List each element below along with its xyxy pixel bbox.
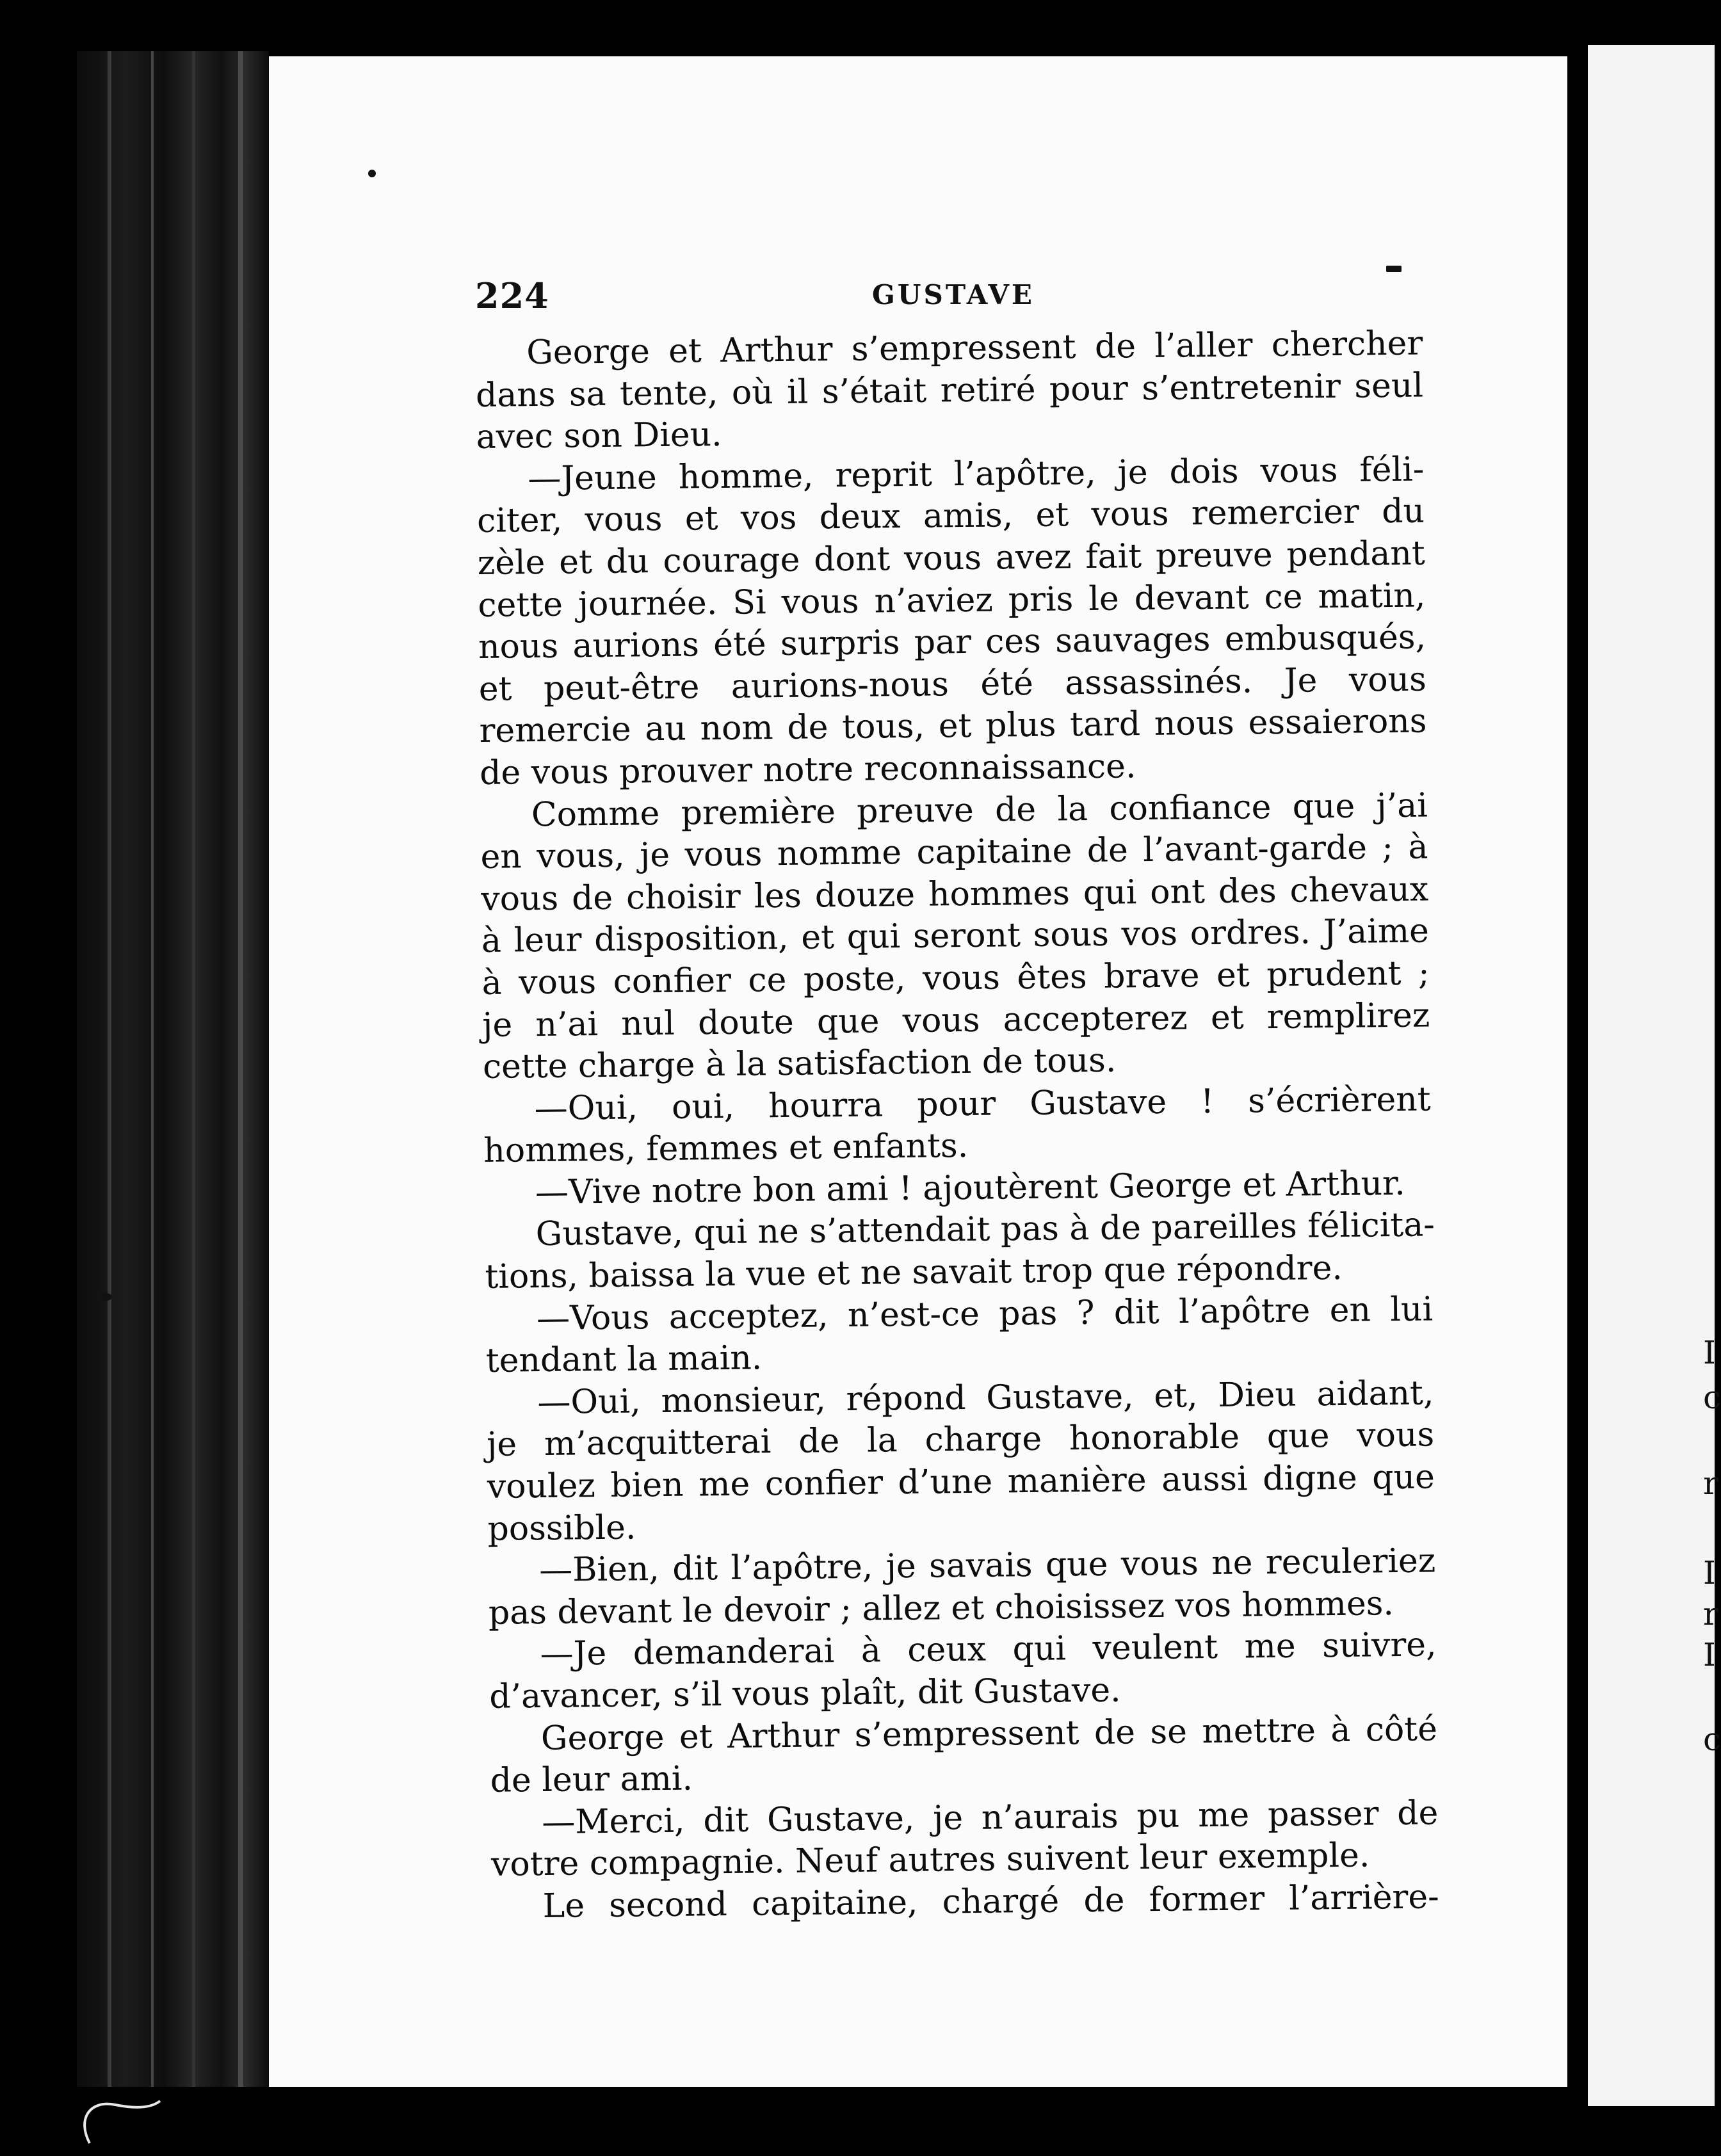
margin-scribble: [64, 2093, 160, 2144]
text-line: Gustave, qui ne s’attendait pas à de pareilles félicita-: [535, 1205, 1435, 1254]
text-line: —Vous acceptez, n’est-ce pas ? dit l’apôtre en lui: [536, 1290, 1434, 1338]
text-line: en vous, je vous nomme capitaine de l’avant-garde ; à: [480, 828, 1428, 877]
body-text: [475, 323, 1439, 1929]
text-line: —Je demanderai à ceux qui veulent me suivre,: [540, 1625, 1437, 1674]
facing-page-edge: [1588, 45, 1715, 2106]
running-title: GUSTAVE: [872, 279, 1035, 310]
text-line: dans sa tente, où il s’était retiré pour s’entretenir seul: [475, 366, 1424, 415]
gutter-streak: [192, 51, 195, 2087]
facing-page-letter: r: [1703, 1595, 1718, 1632]
gutter-streak: [108, 51, 111, 2087]
text-line: cette charge à la satisfaction de tous.: [482, 1041, 1117, 1087]
text-line: tions, baissa la vue et ne savait trop que répondre.: [485, 1248, 1343, 1296]
text-line: nous aurions été surpris par ces sauvages embusqués,: [478, 618, 1426, 667]
gutter-streak: [151, 51, 154, 2087]
running-head: [475, 275, 1474, 320]
text-line: —Bien, dit l’apôtre, je savais que vous ne reculeriez: [538, 1541, 1436, 1590]
text-line: pas devant le devoir ; allez et choisissez vos hommes.: [488, 1584, 1394, 1632]
text-line: Le second capitaine, chargé de former l’arrière-: [542, 1878, 1439, 1926]
facing-page-letter: r: [1703, 1465, 1718, 1502]
text-line: vous de choisir les douze hommes qui ont des chevaux: [480, 870, 1429, 919]
text-line: avec son Dieu.: [476, 415, 722, 457]
text-line: citer, vous et vos deux amis, et vous remercier du: [476, 492, 1425, 541]
text-line: de vous prouver notre reconnaissance.: [479, 747, 1136, 792]
text-line: George et Arthur s’empressent de l’aller chercher: [526, 324, 1423, 373]
text-line: zèle et du courage dont vous avez fait preuve pendant: [477, 534, 1426, 583]
text-line: à vous confier ce poste, vous êtes brave et prudent ;: [481, 954, 1430, 1002]
text-line: et peut-être aurions-nous été assassinés. Je vous: [478, 660, 1427, 709]
dust-speck: [1386, 266, 1402, 272]
text-line: —Merci, dit Gustave, je n’aurais pu me passer de: [542, 1794, 1439, 1842]
dust-speck: [99, 1293, 112, 1301]
text-line: remercie au nom de tous, et plus tard nous essaierons: [479, 702, 1427, 751]
text-line: votre compagnie. Neuf autres suivent leur exemple.: [490, 1836, 1370, 1885]
facing-page-letter: c: [1703, 1721, 1721, 1758]
text-line: je m’acquitterai de la charge honorable que vous: [486, 1415, 1435, 1465]
text-line: tendant la main.: [485, 1339, 763, 1381]
text-line: d’avancer, s’il vous plaît, dit Gustave.: [489, 1671, 1121, 1716]
text-line: —Vive notre bon ami ! ajoutèrent George et Arthur.: [535, 1164, 1405, 1212]
page-gap: [1567, 38, 1589, 2112]
text-line: voulez bien me confier d’une manière aussi digne que: [487, 1458, 1435, 1506]
facing-page-letter: I: [1703, 1554, 1716, 1591]
text-line: cette journée. Si vous n’aviez pris le devant ce matin,: [478, 576, 1426, 625]
text-line: George et Arthur s’empressent de se mettre à côté: [540, 1709, 1438, 1758]
text-line: possible.: [487, 1508, 636, 1549]
text-line: Comme première preuve de la confiance que j’ai: [531, 785, 1428, 834]
text-line: à leur disposition, et qui seront sous vos ordres. J’aime: [481, 912, 1430, 961]
text-line: hommes, femmes et enfants.: [483, 1127, 969, 1171]
page-number: 224: [475, 275, 549, 316]
facing-page-letter: c: [1703, 1379, 1721, 1416]
text-line: —Oui, oui, hourra pour Gustave ! s’écrièrent: [534, 1080, 1431, 1128]
text-line: de leur ami.: [490, 1759, 693, 1801]
dust-speck: [368, 170, 376, 177]
facing-page-letter: I: [1703, 1636, 1716, 1673]
gutter-streak: [238, 51, 243, 2087]
facing-page-letter: I: [1703, 1334, 1716, 1371]
text-line: —Oui, monsieur, répond Gustave, et, Dieu aidant,: [537, 1374, 1434, 1422]
text-line: je n’ai nul doute que vous accepterez et remplirez: [482, 995, 1430, 1045]
text-line: —Jeune homme, reprit l’apôtre, je dois vous féli-: [528, 450, 1425, 498]
